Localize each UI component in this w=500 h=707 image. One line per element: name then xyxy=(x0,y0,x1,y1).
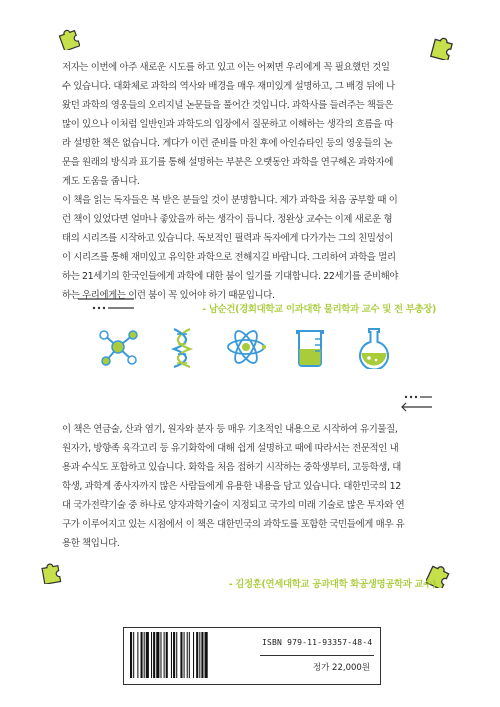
text-line: 원자가, 방향족 육각고리 등 유기화학에 대해 쉽게 설명하고 때에 따라서는 전문적인 내 xyxy=(62,443,399,454)
flask-icon xyxy=(352,325,396,369)
text-line: 용한 책입니다. xyxy=(62,538,120,549)
text-line: 태의 시리즈를 시작하고 있습니다. 독보적인 필력과 독자에게 다가가는 그의 친밀성이 xyxy=(62,233,394,244)
barcode-bar xyxy=(189,632,190,678)
science-icons-row xyxy=(96,322,396,372)
barcode-bar xyxy=(193,632,194,678)
barcode-bar xyxy=(153,632,155,678)
barcode-bar xyxy=(137,632,138,678)
barcode-bar xyxy=(141,632,143,678)
puzzle-piece-top-left xyxy=(58,28,80,50)
text-line: 하는 21세기의 한국인들에게 과학에 대한 붐이 일기를 기대합니다. 22세기를 준비해야 xyxy=(62,271,399,282)
text-line: 이 시리즈를 통해 재미있고 유익한 과학으로 전해지길 바랍니다. 그리하여 과학을 멀리 xyxy=(62,252,396,263)
isbn-divider xyxy=(260,655,374,656)
barcode-bar xyxy=(160,632,161,678)
barcode-bar xyxy=(133,632,134,678)
barcode-bar xyxy=(205,632,208,678)
barcode-bar xyxy=(196,632,198,678)
barcode-bar xyxy=(151,632,152,678)
barcode-bar xyxy=(166,632,168,678)
barcode-bar xyxy=(199,632,200,678)
text-line: 학생, 과학계 종사자까지 많은 사람들에게 유용한 내용을 담고 있습니다. 대한민국의 12 xyxy=(62,481,401,492)
barcode-box xyxy=(123,627,381,685)
text-line: 구가 이루어지고 있는 시점에서 이 책은 대한민국의 과학도를 포함한 국민들에게 매우 유 xyxy=(62,519,405,530)
dots-line-decoration-left xyxy=(76,296,136,312)
text-line: 이 책은 연금술, 산과 염기, 원자와 분자 등 매우 기초적인 내용으로 시작하여 유기물질, xyxy=(62,424,398,435)
barcode-bar xyxy=(144,632,145,678)
attribution-nam-sun-geon: - 남순건(경희대학교 이과대학 물리학과 교수 및 전 부총장) xyxy=(202,304,436,315)
barcode-bar xyxy=(171,632,172,678)
puzzle-piece-top-right xyxy=(430,36,454,60)
attribution-kim-jeong-hun: - 김정훈(연세대학교 공과대학 화공생명공학과 교수) xyxy=(228,579,436,590)
text-line: 이 책을 읽는 독자들은 복 받은 분들일 것이 분명합니다. 제가 과학을 처음 공부할 때 이 xyxy=(62,195,398,206)
barcode-bar xyxy=(201,632,203,678)
barcode-bar xyxy=(156,632,159,678)
barcode-bar xyxy=(173,632,175,678)
barcode-bar xyxy=(146,632,149,678)
text-line: 왔던 과학의 영웅들의 오리지널 논문들을 풀어간 것입니다. 과학사를 들려주는 책들은 xyxy=(62,100,394,111)
barcode-bar xyxy=(180,632,182,678)
molecule-icon xyxy=(96,325,140,369)
text-line: 대 국가전략기술 중 하나로 양자과학기술이 지정되고 국가의 미래 기술로 많은 투자와 연 xyxy=(62,500,405,511)
isbn-text: ISBN 979-11-93357-48-4 xyxy=(262,638,373,647)
atom-icon xyxy=(224,325,268,369)
text-line: 저자는 이번에 아주 새로운 시도를 하고 있고 이는 어쩌면 우리에게 꼭 필요했던 것일 xyxy=(62,62,390,73)
puzzle-piece-bottom-left xyxy=(40,562,62,584)
second-paragraph xyxy=(62,420,442,553)
barcode-bar xyxy=(184,632,185,678)
text-line: 많이 있으나 이처럼 일반인과 과학도의 입장에서 질문하고 이해하는 생각의 흐름을 따 xyxy=(62,119,394,130)
text-line: 게도 도움을 줍니다. xyxy=(62,176,140,187)
beaker-icon xyxy=(288,325,332,369)
text-line: 하는 우리에게는 이런 붐이 꼭 있어야 하기 때문입니다. xyxy=(62,290,275,301)
text-line: 문을 원래의 방식과 표기를 통해 설명하는 부분은 오랫동안 과학을 연구해온 과학자에 xyxy=(62,157,394,168)
intro-paragraph xyxy=(62,58,442,305)
text-line: 라 설명한 책은 없습니다. 게다가 이런 준비를 마친 후에 아인슈타인 등의 영웅들의 논 xyxy=(62,138,393,149)
dots-arrow-decoration-right xyxy=(398,394,434,414)
dna-icon xyxy=(160,325,204,369)
barcode-bar xyxy=(130,632,132,678)
barcode-icon xyxy=(128,632,252,678)
barcode-bar xyxy=(164,632,165,678)
text-line: 런 책이 있었다면 얼마나 좋았을까 하는 생각이 듭니다. 정완상 교수는 이제 새로운 형 xyxy=(62,214,393,225)
barcode-bar xyxy=(187,632,188,678)
price-text: 정가 22,000원 xyxy=(312,663,370,673)
text-line: 용과 수식도 포함하고 있습니다. 화학을 처음 접하기 시작하는 중학생부터, 고등학생, 대 xyxy=(62,462,401,473)
barcode-bar xyxy=(176,632,177,678)
text-line: 수 있습니다. 대화체로 과학의 역사와 배경을 매우 재미있게 설명하고, 그 배경 뒤에 나 xyxy=(62,81,395,92)
